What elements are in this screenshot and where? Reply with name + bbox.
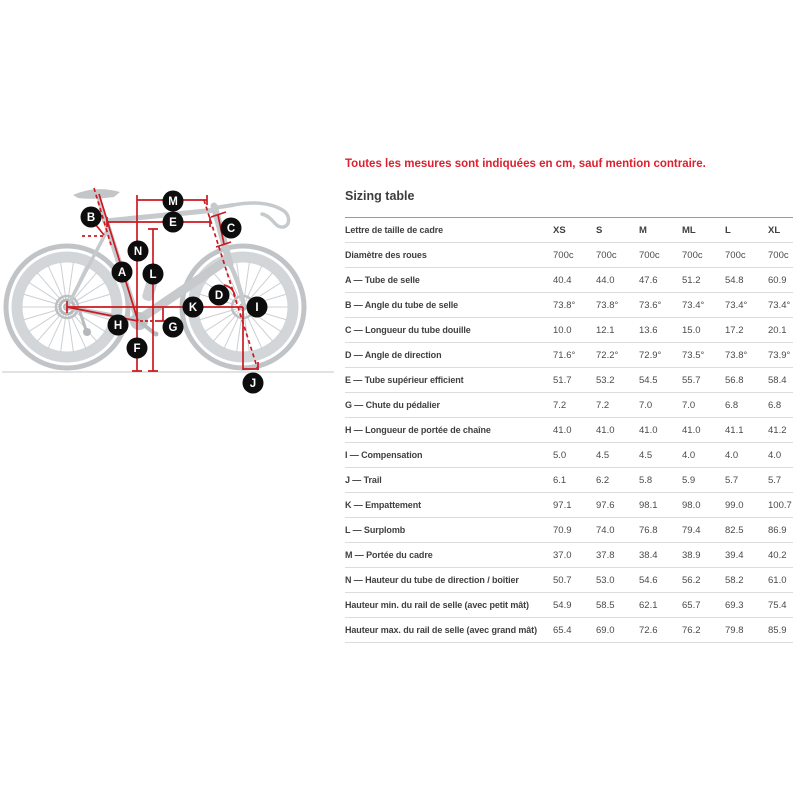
measurement-value: 5.7 — [768, 474, 782, 486]
measurement-value: 44.0 — [596, 274, 615, 286]
measurement-value: 69.3 — [725, 599, 744, 611]
measurement-value: 56.8 — [725, 374, 744, 386]
row-label: B — Angle du tube de selle — [345, 300, 459, 310]
measurement-value: 38.9 — [682, 549, 701, 561]
measurement-value: 12.1 — [596, 324, 615, 336]
table-row — [345, 243, 793, 268]
measurement-value: 40.4 — [553, 274, 572, 286]
measurement-value: 73.8° — [596, 299, 619, 311]
measurement-value: 58.5 — [596, 599, 615, 611]
measurement-value: 700c — [553, 249, 574, 261]
row-label: C — Longueur du tube douille — [345, 325, 471, 335]
row-label: D — Angle de direction — [345, 350, 442, 360]
measurement-value: 75.4 — [768, 599, 787, 611]
svg-text:D: D — [214, 290, 224, 302]
measurement-value: 700c — [682, 249, 703, 261]
bike-diagram-svg — [0, 180, 340, 400]
measurement-value: 5.8 — [639, 474, 653, 486]
measurement-value: 58.2 — [725, 574, 744, 586]
measurement-value: 72.9° — [639, 349, 662, 361]
measurement-value: 4.0 — [725, 449, 739, 461]
measurement-value: 7.0 — [682, 399, 696, 411]
measurement-value: 97.6 — [596, 499, 615, 511]
measurement-value: 85.9 — [768, 624, 787, 636]
measurement-value: 53.2 — [596, 374, 615, 386]
row-label: A — Tube de selle — [345, 275, 420, 285]
measurement-value: 51.7 — [553, 374, 572, 386]
measurement-value: 73.5° — [682, 349, 705, 361]
marker-J — [243, 373, 264, 394]
measurement-value: 58.4 — [768, 374, 787, 386]
svg-text:N: N — [133, 246, 143, 258]
table-row — [345, 568, 793, 593]
measurement-value: 79.4 — [682, 524, 701, 536]
measurement-value: 73.8° — [725, 349, 748, 361]
measurement-value: 86.9 — [768, 524, 787, 536]
measurement-value: 98.1 — [639, 499, 658, 511]
row-label: G — Chute du pédalier — [345, 400, 440, 410]
table-row — [345, 293, 793, 318]
measurement-value: 65.4 — [553, 624, 572, 636]
table-row — [345, 393, 793, 418]
measurement-value: 53.0 — [596, 574, 615, 586]
measurement-value: 47.6 — [639, 274, 658, 286]
row-label: N — Hauteur du tube de direction / boîtier — [345, 575, 519, 585]
measurement-value: 76.2 — [682, 624, 701, 636]
row-label: Hauteur max. du rail de selle (avec grand mât) — [345, 625, 537, 635]
measurement-value: 72.2° — [596, 349, 619, 361]
measurement-value: 4.0 — [682, 449, 696, 461]
svg-text:J: J — [249, 378, 257, 390]
measurement-value: 69.0 — [596, 624, 615, 636]
table-row — [345, 418, 793, 443]
measure-angle-B-leader — [96, 225, 104, 235]
header-label: Lettre de taille de cadre — [345, 225, 444, 235]
svg-text:L: L — [149, 269, 157, 281]
svg-text:F: F — [133, 343, 141, 355]
measurement-value: 41.0 — [596, 424, 615, 436]
measurement-value: 54.5 — [639, 374, 658, 386]
marker-K — [183, 297, 204, 318]
top-tube — [105, 210, 216, 221]
svg-text:I: I — [255, 302, 259, 314]
marker-B — [81, 207, 102, 228]
measurement-value: 5.0 — [553, 449, 567, 461]
measurement-value: 4.0 — [768, 449, 782, 461]
table-row — [345, 318, 793, 343]
derailleur-arm — [80, 312, 86, 330]
svg-text:K: K — [188, 302, 198, 314]
measurement-value: 38.4 — [639, 549, 658, 561]
svg-text:E: E — [169, 217, 177, 229]
table-row — [345, 593, 793, 618]
measurement-value: 70.9 — [553, 524, 572, 536]
row-label: L — Surplomb — [345, 525, 406, 535]
svg-text:H: H — [113, 320, 123, 332]
table-row — [345, 543, 793, 568]
measurement-value: 6.8 — [725, 399, 739, 411]
measurement-value: 50.7 — [553, 574, 572, 586]
table-row — [345, 518, 793, 543]
measurement-value: 39.4 — [725, 549, 744, 561]
measurement-value: 97.1 — [553, 499, 572, 511]
measurement-value: 62.1 — [639, 599, 658, 611]
table-row — [345, 443, 793, 468]
measurement-value: 51.2 — [682, 274, 701, 286]
sizing-table — [345, 217, 793, 643]
table-row — [345, 268, 793, 293]
marker-C — [221, 218, 242, 239]
section-title: Sizing table — [345, 189, 415, 203]
measurement-value: 7.2 — [553, 399, 567, 411]
row-label: I — Compensation — [345, 450, 423, 460]
row-label: H — Longueur de portée de chaîne — [345, 425, 491, 435]
measurement-value: 4.5 — [639, 449, 653, 461]
measurement-value: 74.0 — [596, 524, 615, 536]
measurement-value: 41.0 — [682, 424, 701, 436]
size-column-header: ML — [682, 224, 696, 236]
marker-M — [163, 191, 184, 212]
table-row — [345, 468, 793, 493]
row-label: M — Portée du cadre — [345, 550, 433, 560]
size-column-header: XS — [553, 224, 566, 236]
measurement-value: 37.0 — [553, 549, 572, 561]
measurement-value: 73.8° — [553, 299, 576, 311]
pedal — [154, 332, 159, 337]
measurement-value: 54.8 — [725, 274, 744, 286]
measurement-value: 73.6° — [639, 299, 662, 311]
measurement-value: 54.6 — [639, 574, 658, 586]
measurement-value: 73.9° — [768, 349, 791, 361]
size-column-header: XL — [768, 224, 781, 236]
row-label: J — Trail — [345, 475, 382, 485]
measurement-value: 700c — [768, 249, 789, 261]
marker-A — [112, 262, 133, 283]
measurement-value: 41.0 — [639, 424, 658, 436]
measurement-value: 15.0 — [682, 324, 701, 336]
size-column-header: S — [596, 224, 603, 236]
marker-G — [163, 317, 184, 338]
size-column-header: M — [639, 224, 647, 236]
measurement-value: 61.0 — [768, 574, 787, 586]
marker-N — [128, 241, 149, 262]
measurement-value: 82.5 — [725, 524, 744, 536]
measurement-value: 20.1 — [768, 324, 787, 336]
sizing-section — [345, 157, 793, 643]
measurement-value: 72.6 — [639, 624, 658, 636]
marker-D — [209, 285, 230, 306]
derailleur-pulley — [83, 328, 91, 336]
row-label: K — Empattement — [345, 500, 422, 510]
table-row — [345, 493, 793, 518]
measurement-value: 7.0 — [639, 399, 653, 411]
table-row — [345, 618, 793, 643]
measurement-value: 56.2 — [682, 574, 701, 586]
measurement-value: 37.8 — [596, 549, 615, 561]
measurement-value: 41.0 — [553, 424, 572, 436]
marker-F — [127, 338, 148, 359]
marker-L — [143, 264, 164, 285]
measurement-value: 65.7 — [682, 599, 701, 611]
measurement-value: 54.9 — [553, 599, 572, 611]
measurement-value: 71.6° — [553, 349, 576, 361]
size-column-header: L — [725, 224, 731, 236]
measurement-value: 4.5 — [596, 449, 610, 461]
marker-H — [108, 315, 129, 336]
measurement-value: 700c — [639, 249, 660, 261]
measurement-value: 40.2 — [768, 549, 787, 561]
row-label: Diamètre des roues — [345, 250, 427, 260]
marker-I — [247, 297, 268, 318]
measurement-value: 76.8 — [639, 524, 658, 536]
measurement-value: 5.9 — [682, 474, 696, 486]
measurement-value: 100.7 — [768, 499, 792, 511]
row-label: Hauteur min. du rail de selle (avec petit mât) — [345, 600, 529, 610]
row-label: E — Tube supérieur efficient — [345, 375, 464, 385]
table-row — [345, 368, 793, 393]
measurement-value: 73.4° — [682, 299, 705, 311]
measurement-value: 6.1 — [553, 474, 567, 486]
measurement-value: 55.7 — [682, 374, 701, 386]
measurement-value: 41.2 — [768, 424, 787, 436]
svg-text:G: G — [168, 322, 178, 334]
measurement-value: 17.2 — [725, 324, 744, 336]
svg-text:M: M — [168, 196, 178, 208]
handlebar — [233, 203, 289, 227]
measurement-value: 700c — [725, 249, 746, 261]
units-note: Toutes les mesures sont indiquées en cm, sauf mention contraire. — [345, 158, 706, 170]
table-header-row — [345, 218, 793, 243]
svg-text:B: B — [86, 212, 96, 224]
measurement-value: 700c — [596, 249, 617, 261]
measurement-value: 7.2 — [596, 399, 610, 411]
measurement-value: 79.8 — [725, 624, 744, 636]
measurement-value: 41.1 — [725, 424, 744, 436]
svg-text:C: C — [226, 223, 236, 235]
measurement-value: 73.4° — [768, 299, 791, 311]
measurement-value: 99.0 — [725, 499, 744, 511]
marker-E — [163, 212, 184, 233]
table-row — [345, 343, 793, 368]
bike-geometry-diagram — [0, 180, 340, 400]
measurement-value: 98.0 — [682, 499, 701, 511]
measurement-value: 13.6 — [639, 324, 658, 336]
measurement-value: 6.8 — [768, 399, 782, 411]
measurement-value: 73.4° — [725, 299, 748, 311]
measurement-value: 5.7 — [725, 474, 739, 486]
measurement-value: 10.0 — [553, 324, 572, 336]
measurement-value: 6.2 — [596, 474, 610, 486]
svg-text:A: A — [117, 267, 127, 279]
measurement-value: 60.9 — [768, 274, 787, 286]
